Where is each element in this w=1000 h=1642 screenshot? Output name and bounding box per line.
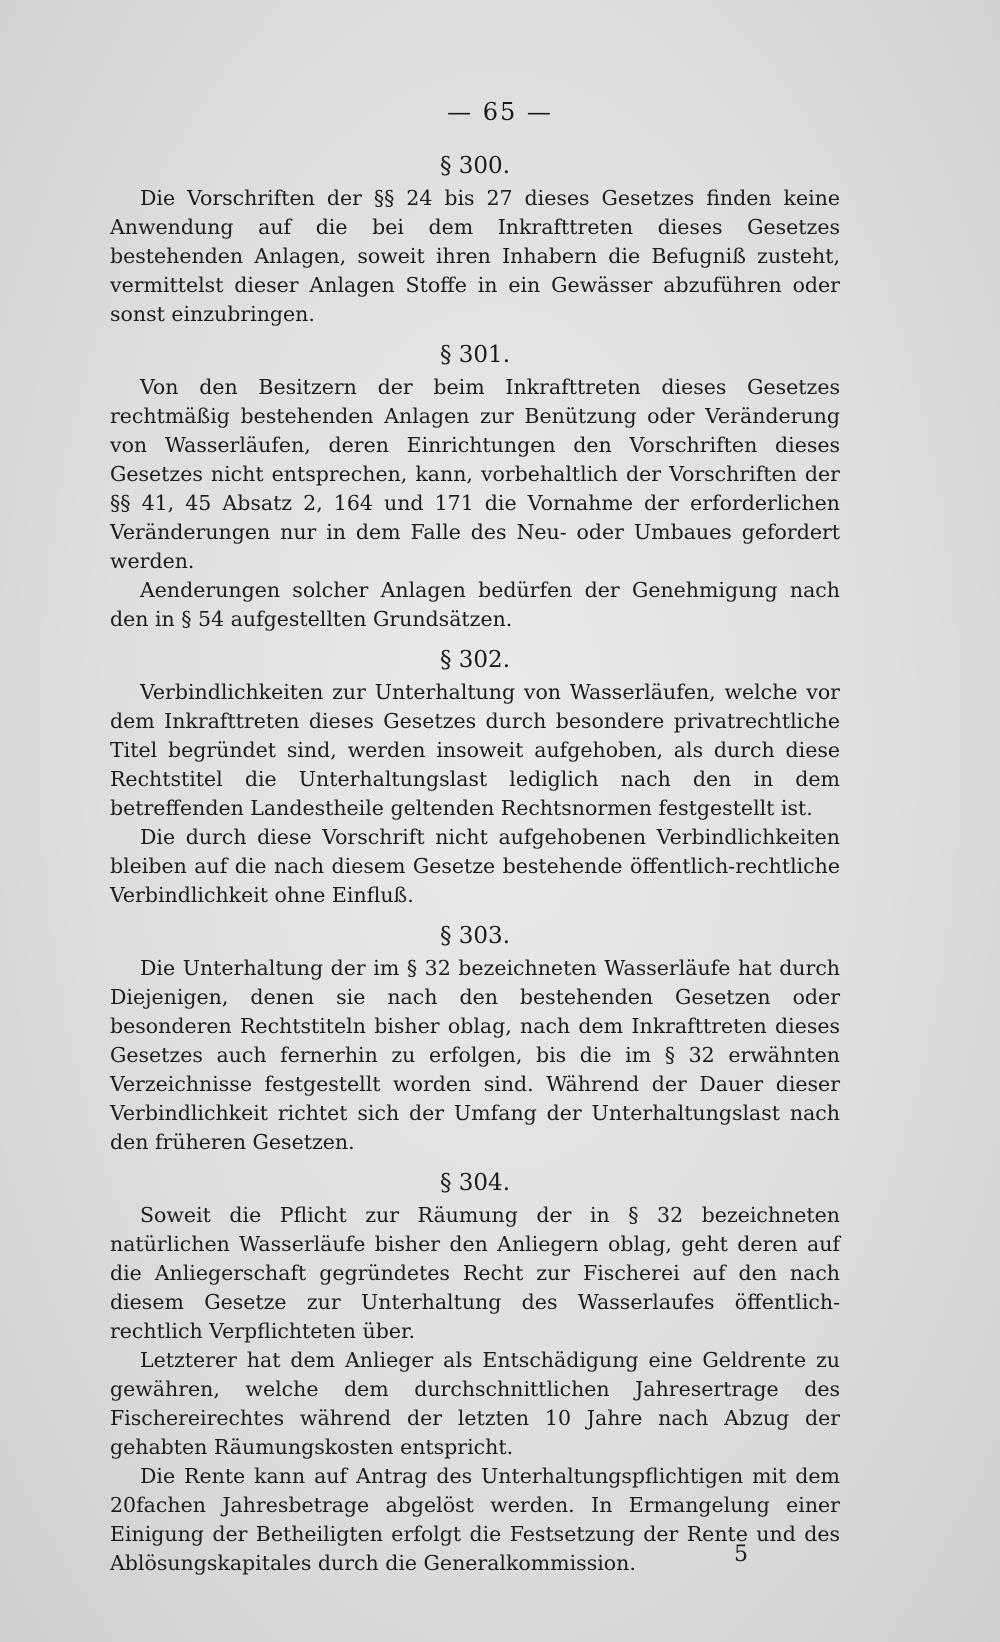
paragraph: Aenderungen solcher Anlagen bedürfen der Genehmigung nach den in § 54 aufgestellten Grundsätzen. [110, 578, 840, 631]
page-number: — 65 — [447, 98, 553, 126]
section-300 [110, 148, 840, 329]
paragraph: Verbindlichkeiten zur Unterhaltung von Wasserläufen, welche vor dem Inkrafttreten dieses Gesetzes durch besondere privatrechtliche Titel begründet sind, werden insoweit aufgehoben, als durch diese Rechtstitel die Unterhaltungslast lediglich nach den in dem betreffenden Landestheile geltenden Rechtsnormen festgestellt ist. [110, 680, 840, 820]
paragraph: Die Vorschriften der §§ 24 bis 27 dieses Gesetzes finden keine Anwendung auf die bei dem Inkrafttreten dieses Gesetzes bestehenden Anlagen, soweit ihren Inhabern die Befugniß zusteht, vermittelst dieser Anlagen Stoffe in ein Gewässer abzuführen oder sonst einzubringen. [110, 186, 840, 326]
section-heading: § 303. [439, 923, 511, 949]
document-body [110, 148, 840, 1586]
paragraph: Die Unterhaltung der im § 32 bezeichneten Wasserläufe hat durch Diejenigen, denen sie nach den bestehenden Gesetzen oder besonderen Rechtstiteln bisher oblag, nach dem Inkrafttreten dieses Gesetzes auch fernerhin zu erfolgen, bis die im § 32 erwähnten Verzeichnisse festgestellt worden sind. Während der Dauer dieser Verbindlichkeit richtet sich der Umfang der Unterhaltungslast nach den früheren Gesetzen. [110, 956, 840, 1154]
section-302 [110, 642, 840, 910]
signature-mark: 5 [734, 1542, 748, 1567]
paragraph: Die Rente kann auf Antrag des Unterhaltungspflichtigen mit dem 20fachen Jahresbetrage abgelöst werden. In Ermangelung einer Einigung der Betheiligten erfolgt die Festsetzung der Rente und des Ablösungskapitales durch die Generalkommission. [110, 1464, 840, 1575]
section-304 [110, 1165, 840, 1578]
section-heading: § 304. [439, 1170, 511, 1196]
paragraph: Soweit die Pflicht zur Räumung der in § 32 bezeichneten natürlichen Wasserläufe bisher den Anliegern oblag, geht deren auf die Anliegerschaft gegründetes Recht zur Fischerei auf den nach diesem Gesetze zur Unterhaltung des Wasserlaufes öffentlich-rechtlich Verpflichteten über. [110, 1203, 840, 1343]
section-heading: § 302. [439, 647, 511, 673]
section-301 [110, 337, 840, 634]
section-heading: § 300. [439, 153, 511, 179]
paragraph: Von den Besitzern der beim Inkrafttreten dieses Gesetzes rechtmäßig bestehenden Anlagen zur Benützung oder Veränderung von Wasserläufen, deren Einrichtungen den Vorschriften dieses Gesetzes nicht entsprechen, kann, vorbehaltlich der Vorschriften der §§ 41, 45 Absatz 2, 164 und 171 die Vornahme der erforderlichen Veränderungen nur in dem Falle des Neu- oder Umbaues gefordert werden. [110, 375, 840, 573]
section-303 [110, 918, 840, 1157]
paragraph: Letzterer hat dem Anlieger als Entschädigung eine Geldrente zu gewähren, welche dem durchschnittlichen Jahresertrage des Fischereirechtes während der letzten 10 Jahre nach Abzug der gehabten Räumungskosten entspricht. [110, 1348, 840, 1459]
section-heading: § 301. [439, 342, 511, 368]
paragraph: Die durch diese Vorschrift nicht aufgehobenen Verbindlichkeiten bleiben auf die nach diesem Gesetze bestehende öffentlich-rechtliche Verbindlichkeit ohne Einfluß. [110, 825, 840, 907]
